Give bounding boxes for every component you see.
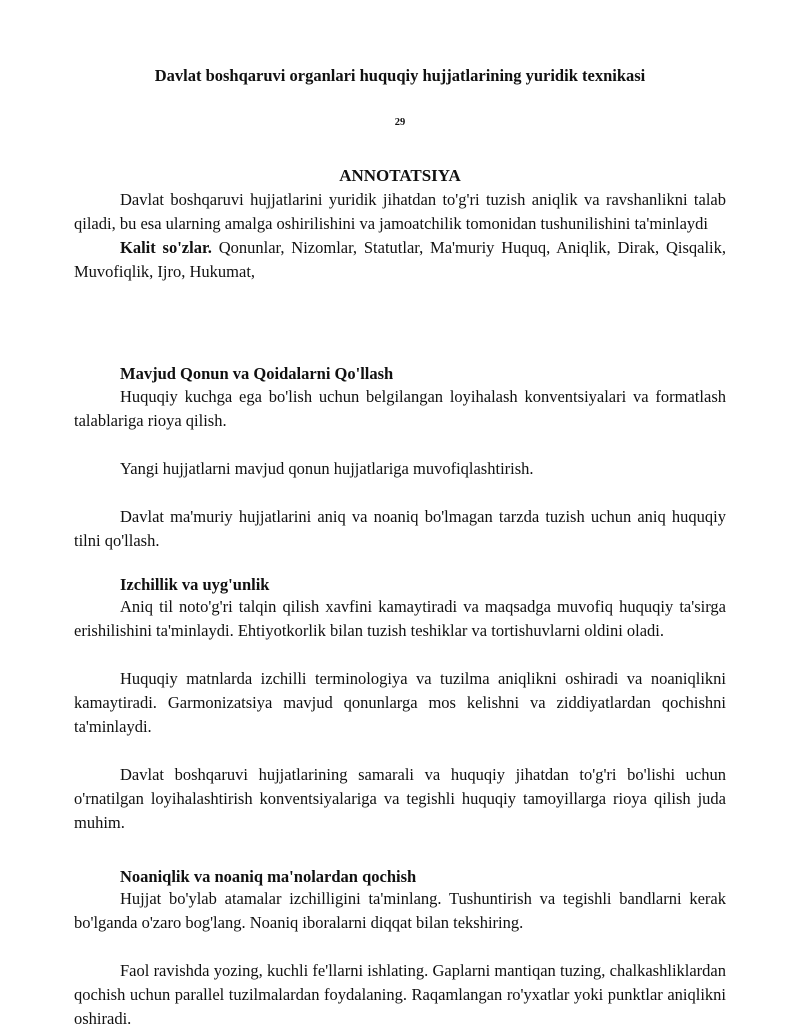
section-body bbox=[74, 887, 726, 1031]
paragraph: Davlat boshqaruvi hujjatlarining samarali va huquqiy jihatdan to'g'ri bo'lishi uchun o'rnatilgan loyihalashtirish konventsiyalariga va tegishli huquqiy tamoyillarga rioya qilish juda muhim. bbox=[74, 765, 726, 832]
annotation-heading: ANNOTATSIYA bbox=[339, 166, 461, 185]
keywords-paragraph bbox=[74, 236, 726, 284]
page-number: 29 bbox=[394, 117, 406, 128]
annotation-text: Davlat boshqaruvi hujjatlarini yuridik jihatdan to'g'ri tuzish aniqlik va ravshanlikni talab qiladi, bu esa ularning amalga oshirilishini va jamoatchilik tomonidan tushunilishini ta'minlaydi bbox=[74, 190, 726, 233]
section-body bbox=[74, 595, 726, 835]
section-heading: Noaniqlik va noaniq ma'nolardan qochish bbox=[120, 867, 417, 886]
paragraph: Davlat ma'muriy hujjatlarini aniq va noaniq bo'lmagan tarzda tuzish uchun aniq huquqiy tilni qo'llash. bbox=[74, 507, 726, 550]
section-body bbox=[74, 385, 726, 553]
paragraph: Yangi hujjatlarni mavjud qonun hujjatlariga muvofiqlashtirish. bbox=[120, 459, 534, 478]
paragraph: Huquqiy kuchga ega bo'lish uchun belgilangan loyihalash konventsiyalari va formatlash talablariga rioya qilish. bbox=[74, 387, 726, 430]
paragraph: Huquqiy matnlarda izchilli terminologiya va tuzilma aniqlikni oshiradi va noaniqlikni kamaytiradi. Garmonizatsiya mavjud qonunlarga mos kelishni va ziddiyatlardan qochishni ta'minlaydi. bbox=[74, 669, 726, 736]
document-title: Davlat boshqaruvi organlari huquqiy hujjatlarining yuridik texnikasi bbox=[154, 66, 646, 85]
paragraph: Aniq til noto'g'ri talqin qilish xavfini kamaytiradi va maqsadga muvofiq huquqiy ta'sirga erishilishini ta'minlaydi. Ehtiyotkorlik bilan tuzish teshiklar va tortishuvlarni oldini oladi. bbox=[74, 597, 726, 640]
section-heading: Izchillik va uyg'unlik bbox=[120, 575, 270, 594]
keywords-list: Qonunlar, Nizomlar, Statutlar, Ma'muriy Huquq, Aniqlik, Dirak, Qisqalik, Muvofiqlik, Ijro, Hukumat, bbox=[74, 238, 726, 281]
section-heading: Mavjud Qonun va Qoidalarni Qo'llash bbox=[120, 364, 394, 383]
keywords-label: Kalit so'zlar. bbox=[120, 238, 212, 257]
paragraph: Hujjat bo'ylab atamalar izchilligini ta'minlang. Tushuntirish va tegishli bandlarni kerak bo'lganda o'zaro bog'lang. Noaniq iboralarni diqqat bilan tekshiring. bbox=[74, 889, 726, 932]
paragraph: Faol ravishda yozing, kuchli fe'llarni ishlating. Gaplarni mantiqan tuzing, chalkashliklardan qochish uchun parallel tuzilmalardan foydalaning. Raqamlangan ro'yxatlar yoki punktlar aniqlikni oshiradi. bbox=[74, 961, 726, 1028]
annotation-body bbox=[74, 188, 726, 284]
